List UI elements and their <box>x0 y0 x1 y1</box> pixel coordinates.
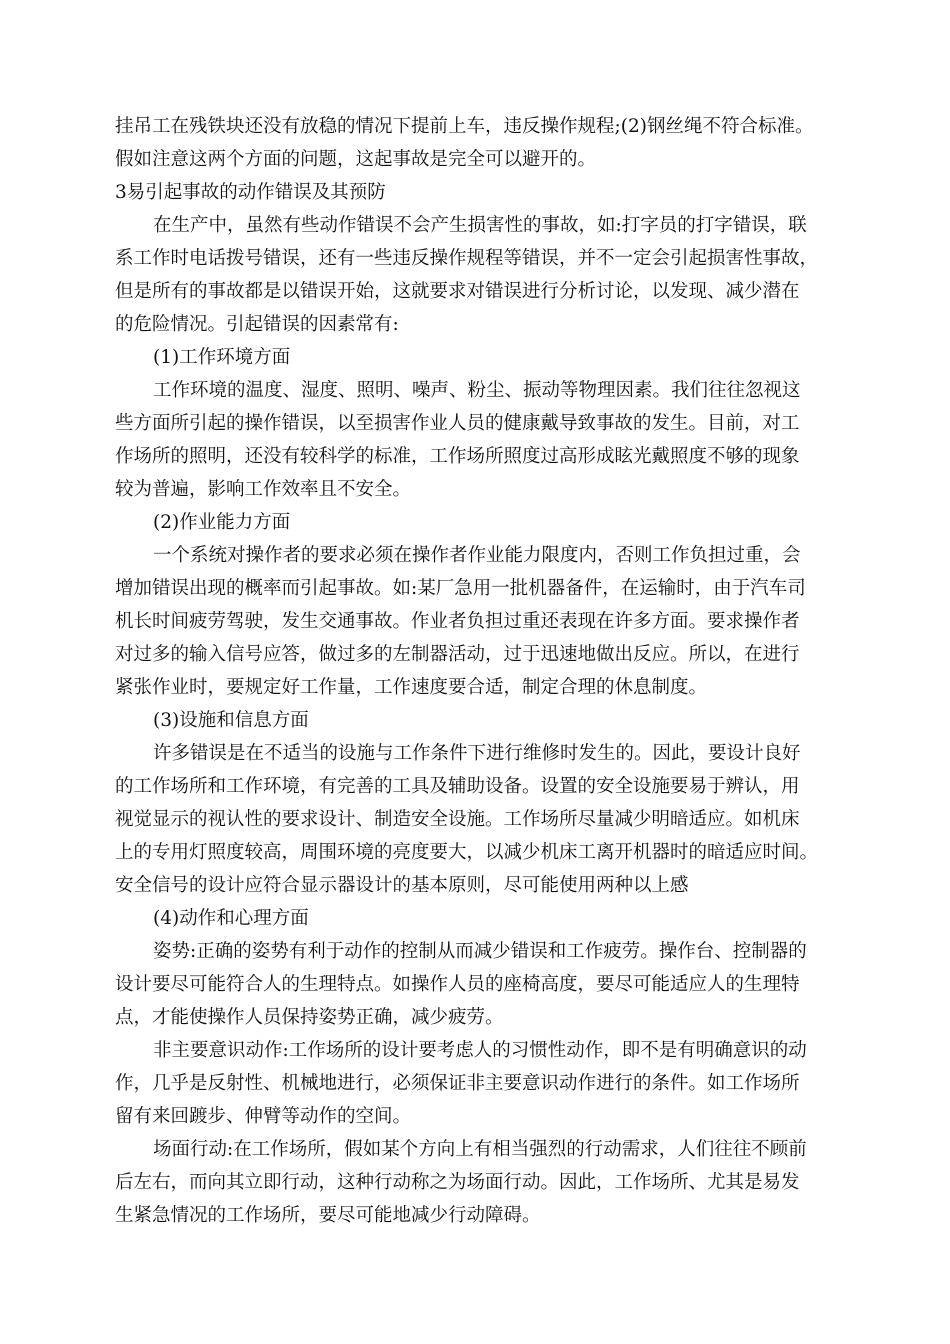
body-text-line: 视觉显示的视认性的要求设计、制造安全设施。工作场所尽量减少明暗适应。如机床 <box>115 809 800 830</box>
subsection-heading: (2)作业能力方面 <box>153 512 291 533</box>
body-text-line: 后左右，而向其立即行动，这种行动称之为场面行动。因此，工作场所、尤其是易发 <box>115 1172 800 1193</box>
body-text-line: 生紧急情况的工作场所，要尽可能地减少行动障碍。 <box>115 1205 541 1226</box>
body-text-line: 工作环境的温度、湿度、照明、噪声、粉尘、振动等物理因素。我们往往忽视这 <box>153 380 801 401</box>
body-text-line: 较为普遍，影响工作效率且不安全。 <box>115 479 412 500</box>
body-text-line: 一个系统对操作者的要求必须在操作者作业能力限度内，否则工作负担过重，会 <box>153 545 801 566</box>
body-text-line: 场面行动:在工作场所，假如某个方向上有相当强烈的行动需求，人们往往不顾前 <box>153 1139 807 1160</box>
body-text-line: 作，几乎是反射性、机械地进行，必须保证非主要意识动作进行的条件。如工作场所 <box>115 1073 800 1094</box>
body-text-line: 的工作场所和工作环境，有完善的工具及辅助设备。设置的安全设施要易于辨认，用 <box>115 776 800 797</box>
body-text-line: 但是所有的事故都是以错误开始，这就要求对错误进行分析讨论，以发现、减少潜在 <box>115 281 800 302</box>
body-text-line: 些方面所引起的操作错误，以至损害作业人员的健康戴导致事故的发生。目前，对工 <box>115 413 800 434</box>
body-text-line: 姿势:正确的姿势有利于动作的控制从而减少错误和工作疲劳。操作台、控制器的 <box>153 941 807 962</box>
body-text-line: 增加错误出现的概率而引起事故。如:某厂急用一批机器备件，在运输时，由于汽车司 <box>115 578 806 599</box>
body-text-line: 点，才能使操作人员保持姿势正确，减少疲劳。 <box>115 1007 504 1028</box>
body-text-line: 假如注意这两个方面的问题，这起事故是完全可以避开的。 <box>115 149 597 170</box>
body-text-line: 设计要尽可能符合人的生理特点。如操作人员的座椅高度，要尽可能适应人的生理特 <box>115 974 800 995</box>
subsection-heading: (1)工作环境方面 <box>153 347 291 368</box>
body-text-line: 机长时间疲劳驾驶，发生交通事故。作业者负担过重还表现在许多方面。要求操作者 <box>115 611 800 632</box>
body-text-line: 留有来回踱步、伸臂等动作的空间。 <box>115 1106 412 1127</box>
body-text-line: 许多错误是在不适当的设施与工作条件下进行维修时发生的。因此，要设计良好 <box>153 743 801 764</box>
body-text-line: 在生产中，虽然有些动作错误不会产生损害性的事故，如:打字员的打字错误，联 <box>153 215 807 236</box>
subsection-heading: (3)设施和信息方面 <box>153 710 309 731</box>
body-text-line: 对过多的输入信号应答，做过多的左制器活动，过于迅速地做出反应。所以，在进行 <box>115 644 800 665</box>
body-text-line: 的危险情况。引起错误的因素常有: <box>115 314 399 335</box>
section-heading: 3易引起事故的动作错误及其预防 <box>115 182 386 203</box>
body-text-line: 挂吊工在残铁块还没有放稳的情况下提前上车，违反操作规程;(2)钢丝绳不符合标准。 <box>115 116 814 137</box>
body-text-line: 紧张作业时，要规定好工作量，工作速度要合适，制定合理的休息制度。 <box>115 677 708 698</box>
body-text-line: 作场所的照明，还没有较科学的标准，工作场所照度过高形成眩光戴照度不够的现象 <box>115 446 800 467</box>
subsection-heading: (4)动作和心理方面 <box>153 908 309 929</box>
body-text-line: 安全信号的设计应符合显示器设计的基本原则，尽可能使用两种以上感 <box>115 875 689 896</box>
body-text-line: 系工作时电话拨号错误，还有一些违反操作规程等错误，并不一定会引起损害性事故， <box>115 248 819 269</box>
body-text-line: 上的专用灯照度较高，周围环境的亮度要大，以减少机床工离开机器时的暗适应时间。 <box>115 842 819 863</box>
body-text-line: 非主要意识动作:工作场所的设计要考虑人的习惯性动作，即不是有明确意识的动 <box>153 1040 807 1061</box>
